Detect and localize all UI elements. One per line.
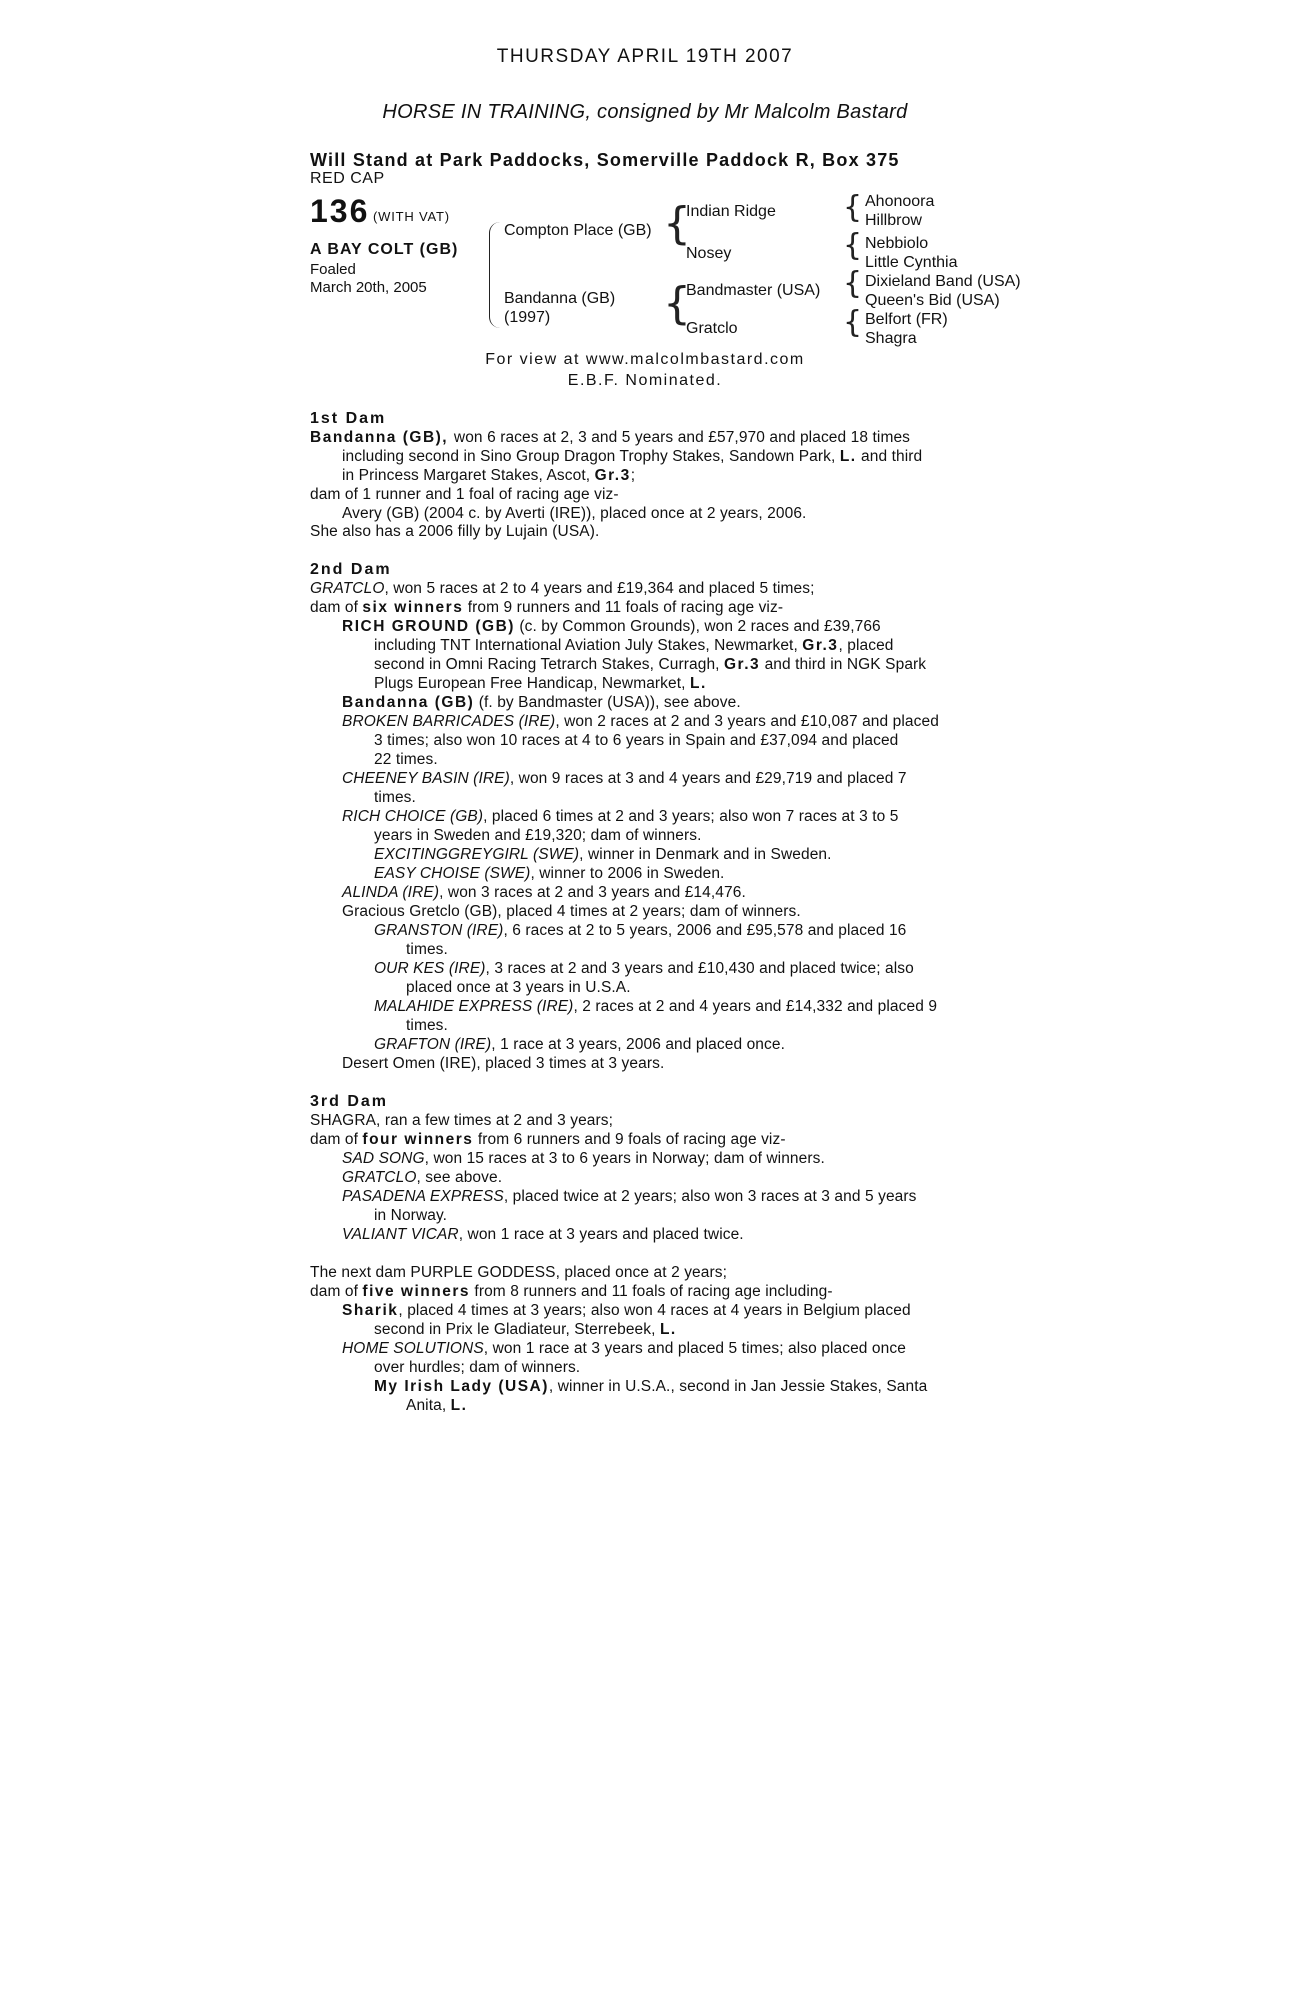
- next-dam-line: dam of five winners from 8 runners and 11 foals of racing age including-: [310, 1283, 833, 1300]
- first-dam-line: dam of 1 runner and 1 foal of racing age viz-: [310, 486, 619, 503]
- pedigree-gen3-5: Dixieland Band (USA): [865, 273, 1021, 290]
- pedigree-brace-main: [489, 222, 500, 328]
- pedigree-dam-year: (1997): [504, 309, 551, 326]
- pedigree-gen3-4: Little Cynthia: [865, 254, 958, 271]
- second-dam-line: ALINDA (IRE), won 3 races at 2 and 3 years and £14,476.: [342, 884, 746, 901]
- consignor-heading: HORSE IN TRAINING, consigned by Mr Malcolm Bastard: [382, 101, 908, 123]
- third-dam-title: 3rd Dam: [310, 1093, 389, 1110]
- second-dam-line: GRAFTON (IRE), 1 race at 3 years, 2006 and placed once.: [374, 1036, 785, 1053]
- pedigree-gen3-2: Hillbrow: [865, 212, 922, 229]
- ebf-note: E.B.F. Nominated.: [567, 372, 723, 389]
- second-dam-line: MALAHIDE EXPRESS (IRE), 2 races at 2 and 4 years and £14,332 and placed 9: [374, 998, 938, 1015]
- third-dam-line: PASADENA EXPRESS, placed twice at 2 years; also won 3 races at 3 and 5 years: [342, 1188, 917, 1205]
- foaled-info: [310, 261, 427, 297]
- pedigree-gen3-1: Ahonoora: [865, 193, 935, 210]
- third-dam-line: VALIANT VICAR, won 1 race at 3 years and placed twice.: [342, 1226, 744, 1243]
- second-dam-title: 2nd Dam: [310, 561, 392, 578]
- first-dam-line: Bandanna (GB), won 6 races at 2, 3 and 5 years and £57,970 and placed 18 times: [310, 429, 911, 446]
- first-dam-line: including second in Sino Group Dragon Trophy Stakes, Sandown Park, L. and third: [342, 448, 923, 465]
- stand-location: Will Stand at Park Paddocks, Somerville Paddock R, Box 375: [310, 150, 900, 170]
- pedigree-brace-dam: {: [663, 278, 691, 329]
- pedigree-sire: Compton Place (GB): [504, 222, 652, 239]
- second-dam-line: times.: [374, 789, 416, 806]
- second-dam-line: BROKEN BARRICADES (IRE), won 2 races at 2 and 3 years and £10,087 and placed: [342, 713, 939, 730]
- first-dam-title: 1st Dam: [310, 410, 387, 427]
- pedigree-brace-sire: {: [663, 198, 691, 249]
- second-dam-line: times.: [406, 941, 448, 958]
- pedigree-brace-gen3-2: {: [843, 228, 863, 263]
- next-dam-line: The next dam PURPLE GODDESS, placed once at 2 years;: [310, 1264, 728, 1281]
- next-dam-line: over hurdles; dam of winners.: [374, 1359, 581, 1376]
- first-dam-line: in Princess Margaret Stakes, Ascot, Gr.3;: [342, 467, 636, 484]
- second-dam-line: GRANSTON (IRE), 6 races at 2 to 5 years, 2006 and £95,578 and placed 16: [374, 922, 907, 939]
- foaled-date: March 20th, 2005: [310, 279, 427, 296]
- pedigree-brace-gen3-4: {: [843, 305, 863, 340]
- pedigree-dam-sire: Bandmaster (USA): [686, 282, 821, 299]
- pedigree-sire-dam: Nosey: [686, 245, 732, 262]
- third-dam-line: SAD SONG, won 15 races at 3 to 6 years in Norway; dam of winners.: [342, 1150, 825, 1167]
- next-dam-line: Sharik, placed 4 times at 3 years; also won 4 races at 4 years in Belgium placed: [342, 1302, 911, 1319]
- pedigree-brace-gen3-1: {: [843, 190, 863, 225]
- third-dam-line: in Norway.: [374, 1207, 448, 1224]
- second-dam-line: times.: [406, 1017, 448, 1034]
- second-dam-line: years in Sweden and £19,320; dam of winners.: [374, 827, 702, 844]
- second-dam-line: Gracious Gretclo (GB), placed 4 times at 2 years; dam of winners.: [342, 903, 801, 920]
- sale-date: THURSDAY APRIL 19TH 2007: [496, 46, 794, 67]
- next-dam-line: Anita, L.: [406, 1397, 468, 1414]
- third-dam-line: SHAGRA, ran a few times at 2 and 3 years;: [310, 1112, 614, 1129]
- second-dam-line: OUR KES (IRE), 3 races at 2 and 3 years and £10,430 and placed twice; also: [374, 960, 914, 977]
- first-dam-line: She also has a 2006 filly by Lujain (USA).: [310, 523, 600, 540]
- second-dam-line: EASY CHOISE (SWE), winner to 2006 in Sweden.: [374, 865, 725, 882]
- second-dam-line: RICH CHOICE (GB), placed 6 times at 2 and 3 years; also won 7 races at 3 to 5: [342, 808, 899, 825]
- vat-note: (WITH VAT): [373, 209, 450, 224]
- second-dam-line: RICH GROUND (GB) (c. by Common Grounds), won 2 races and £39,766: [342, 618, 881, 635]
- lot-number: 136: [310, 193, 370, 229]
- second-dam-line: second in Omni Racing Tetrarch Stakes, Curragh, Gr.3 and third in NGK Spark: [374, 656, 927, 673]
- horse-description: A BAY COLT (GB): [310, 241, 459, 258]
- pedigree-dam-dam: Gratclo: [686, 320, 738, 337]
- second-dam-line: GRATCLO, won 5 races at 2 to 4 years and £19,364 and placed 5 times;: [310, 580, 815, 597]
- second-dam-line: Plugs European Free Handicap, Newmarket, L.: [374, 675, 707, 692]
- pedigree-gen3-7: Belfort (FR): [865, 311, 948, 328]
- second-dam-line: EXCITINGGREYGIRL (SWE), winner in Denmark and in Sweden.: [374, 846, 832, 863]
- next-dam-line: My Irish Lady (USA), winner in U.S.A., second in Jan Jessie Stakes, Santa: [374, 1378, 928, 1395]
- second-dam-line: Desert Omen (IRE), placed 3 times at 3 years.: [342, 1055, 665, 1072]
- second-dam-line: including TNT International Aviation July Stakes, Newmarket, Gr.3, placed: [374, 637, 894, 654]
- next-dam-line: HOME SOLUTIONS, won 1 race at 3 years and placed 5 times; also placed once: [342, 1340, 906, 1357]
- pedigree-sire-sire: Indian Ridge: [686, 203, 776, 220]
- first-dam-line: Avery (GB) (2004 c. by Averti (IRE)), placed once at 2 years, 2006.: [342, 505, 807, 522]
- pedigree-dam-name: Bandanna (GB): [504, 290, 616, 307]
- third-dam-line: dam of four winners from 6 runners and 9 foals of racing age viz-: [310, 1131, 786, 1148]
- second-dam-line: CHEENEY BASIN (IRE), won 9 races at 3 and 4 years and £29,719 and placed 7: [342, 770, 907, 787]
- second-dam-line: dam of six winners from 9 runners and 11 foals of racing age viz-: [310, 599, 784, 616]
- pedigree-gen3-8: Shagra: [865, 330, 917, 347]
- pedigree-dam: [504, 289, 615, 327]
- second-dam-line: 3 times; also won 10 races at 4 to 6 years in Spain and £37,094 and placed: [374, 732, 899, 749]
- foaled-label: Foaled: [310, 261, 356, 278]
- view-website-note: For view at www.malcolmbastard.com: [485, 351, 805, 368]
- third-dam-line: GRATCLO, see above.: [342, 1169, 503, 1186]
- pedigree-gen3-6: Queen's Bid (USA): [865, 292, 1000, 309]
- second-dam-line: Bandanna (GB) (f. by Bandmaster (USA)), see above.: [342, 694, 741, 711]
- second-dam-line: placed once at 3 years in U.S.A.: [406, 979, 631, 996]
- second-dam-line: 22 times.: [374, 751, 438, 768]
- pedigree-gen3-3: Nebbiolo: [865, 235, 929, 252]
- next-dam-line: second in Prix le Gladiateur, Sterrebeek, L.: [374, 1321, 677, 1338]
- cap-colour: RED CAP: [310, 170, 385, 187]
- pedigree-brace-gen3-3: {: [843, 266, 863, 301]
